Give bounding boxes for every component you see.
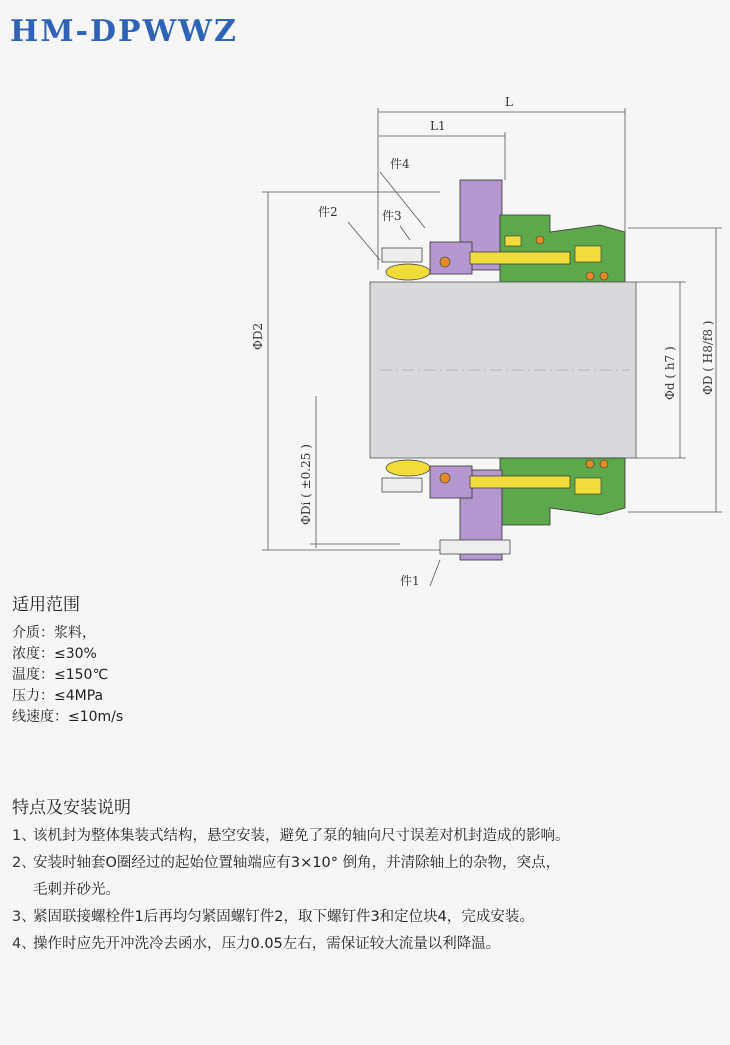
product-title: HM-DPWWZ (10, 14, 238, 49)
feature-item (12, 850, 572, 904)
dim-d-label: Φd ( h7 ) (663, 346, 677, 400)
spec-concentration: 浓度：≤30% (12, 646, 97, 662)
dim-Di-label: ΦDi ( ±0.25 ) (299, 444, 313, 525)
part2-label: 件2 (318, 205, 338, 219)
spec-line-speed: 线速度：≤10m/s (12, 709, 124, 725)
dim-L1-label: L1 (430, 119, 446, 133)
part1-label: 件1 (400, 574, 420, 588)
feature-item (12, 823, 572, 850)
seal-upper-half (382, 180, 625, 282)
dim-D-label: ΦD ( H8/f8 ) (701, 320, 715, 395)
seal-cross-section-drawing (0, 90, 730, 590)
scope-heading: 适用范围 (12, 595, 80, 615)
dim-D2-label: ΦD2 (251, 322, 265, 350)
feature-text: 安装时轴套O圈经过的起始位置轴端应有3×10° 倒角，并清除轴上的杂物，突点，毛刺并砂光。 (33, 855, 561, 898)
feature-item (12, 904, 572, 931)
feature-text: 紧固联接螺栓件1后再均匀紧固螺钉件2，取下螺钉件3和定位块4，完成安装。 (33, 909, 534, 925)
feature-number: 1、 (12, 828, 36, 844)
part3-label: 件3 (382, 209, 402, 223)
features-heading: 特点及安装说明 (12, 798, 131, 818)
seal-lower-half (382, 458, 625, 560)
spec-pressure: 压力：≤4MPa (12, 688, 104, 704)
feature-text: 操作时应先开冲洗冷去函水，压力0.05左右，需保证较大流量以利降温。 (33, 936, 501, 952)
features-list (12, 823, 572, 958)
scope-list (12, 623, 123, 728)
spec-medium: 介质：浆料， (12, 625, 96, 641)
feature-number: 3、 (12, 909, 36, 925)
part4-label: 件4 (390, 157, 410, 171)
feature-number: 4、 (12, 936, 36, 952)
dim-L-label: L (505, 95, 513, 109)
feature-item (12, 931, 572, 958)
feature-text: 该机封为整体集装式结构，悬空安装，避免了泵的轴向尺寸误差对机封造成的影响。 (33, 828, 570, 844)
feature-number: 2、 (12, 855, 36, 871)
spec-temperature: 温度：≤150℃ (12, 667, 109, 683)
